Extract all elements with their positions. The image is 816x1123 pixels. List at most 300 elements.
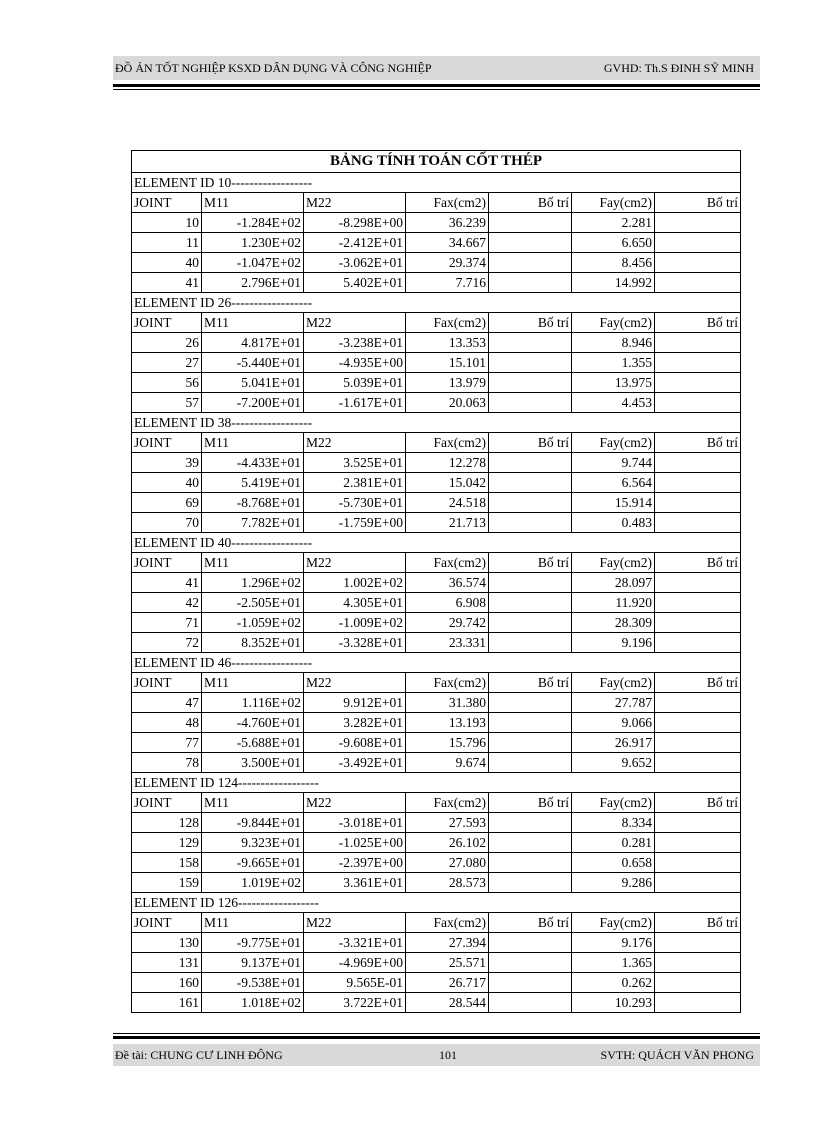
column-header: Fax(cm2) — [406, 913, 489, 933]
table-cell: 28.309 — [572, 613, 655, 633]
table-cell: 3.282E+01 — [304, 713, 406, 733]
table-cell: 1.116E+02 — [202, 693, 304, 713]
table-cell: -7.200E+01 — [202, 393, 304, 413]
table-cell — [489, 813, 572, 833]
table-row — [132, 573, 741, 593]
element-label-row — [132, 773, 741, 793]
table-cell: -8.768E+01 — [202, 493, 304, 513]
table-cell: 48 — [132, 713, 202, 733]
table-cell: 39 — [132, 453, 202, 473]
page-header — [113, 56, 760, 80]
table-cell: 5.402E+01 — [304, 273, 406, 293]
table-cell: -2.397E+00 — [304, 853, 406, 873]
table-cell: -3.062E+01 — [304, 253, 406, 273]
table-cell — [655, 493, 741, 513]
table-cell: 9.176 — [572, 933, 655, 953]
table-cell: 42 — [132, 593, 202, 613]
table-cell: -5.688E+01 — [202, 733, 304, 753]
column-header: M11 — [202, 193, 304, 213]
table-cell — [489, 233, 572, 253]
column-header: Bố trí — [655, 193, 741, 213]
table-row — [132, 513, 741, 533]
table-cell: 6.564 — [572, 473, 655, 493]
table-row — [132, 953, 741, 973]
table-cell: -3.321E+01 — [304, 933, 406, 953]
table-cell: 47 — [132, 693, 202, 713]
table-cell — [655, 753, 741, 773]
column-header: Bố trí — [655, 913, 741, 933]
table-cell — [489, 493, 572, 513]
table-cell: 40 — [132, 473, 202, 493]
element-label: ELEMENT ID 10------------------ — [132, 173, 741, 193]
table-cell: 70 — [132, 513, 202, 533]
table-row — [132, 373, 741, 393]
table-cell: 27.787 — [572, 693, 655, 713]
table-cell — [655, 353, 741, 373]
table-cell: 9.196 — [572, 633, 655, 653]
table-cell — [489, 453, 572, 473]
table-cell: 5.041E+01 — [202, 373, 304, 393]
table-row — [132, 713, 741, 733]
table-cell: -1.025E+00 — [304, 833, 406, 853]
table-cell — [489, 973, 572, 993]
table-cell — [489, 713, 572, 733]
column-header: Fax(cm2) — [406, 673, 489, 693]
column-header: Bố trí — [655, 673, 741, 693]
column-header: Bố trí — [489, 793, 572, 813]
title-row — [132, 151, 741, 173]
table-row — [132, 853, 741, 873]
table-cell: 128 — [132, 813, 202, 833]
table-cell — [489, 273, 572, 293]
table-cell: -3.492E+01 — [304, 753, 406, 773]
table-cell: 160 — [132, 973, 202, 993]
table-cell — [489, 393, 572, 413]
table-cell: -5.440E+01 — [202, 353, 304, 373]
table-cell: 27.080 — [406, 853, 489, 873]
column-header: JOINT — [132, 433, 202, 453]
table-cell — [655, 933, 741, 953]
column-header: M11 — [202, 433, 304, 453]
column-header: M11 — [202, 673, 304, 693]
column-header-row — [132, 433, 741, 453]
table-cell: 28.097 — [572, 573, 655, 593]
table-cell: 10 — [132, 213, 202, 233]
table-cell: 5.419E+01 — [202, 473, 304, 493]
table-cell: 0.483 — [572, 513, 655, 533]
element-label-row — [132, 653, 741, 673]
table-row — [132, 333, 741, 353]
table-cell: 1.002E+02 — [304, 573, 406, 593]
table-cell: -2.505E+01 — [202, 593, 304, 613]
table-cell: 4.453 — [572, 393, 655, 413]
table-cell: 15.796 — [406, 733, 489, 753]
table-cell: 3.525E+01 — [304, 453, 406, 473]
element-label: ELEMENT ID 46------------------ — [132, 653, 741, 673]
table-cell: 36.574 — [406, 573, 489, 593]
table-cell: 1.365 — [572, 953, 655, 973]
column-header-row — [132, 193, 741, 213]
table-row — [132, 593, 741, 613]
element-label: ELEMENT ID 126------------------ — [132, 893, 741, 913]
table-cell — [655, 733, 741, 753]
table-cell: -3.238E+01 — [304, 333, 406, 353]
table-cell: 1.019E+02 — [202, 873, 304, 893]
table-cell — [489, 853, 572, 873]
table-cell: 2.281 — [572, 213, 655, 233]
table-cell: 23.331 — [406, 633, 489, 653]
column-header: Fay(cm2) — [572, 793, 655, 813]
table-cell: 2.796E+01 — [202, 273, 304, 293]
table-cell: 161 — [132, 993, 202, 1013]
table-cell: -4.935E+00 — [304, 353, 406, 373]
column-header: Fay(cm2) — [572, 553, 655, 573]
table-cell: -3.018E+01 — [304, 813, 406, 833]
table-cell: -4.969E+00 — [304, 953, 406, 973]
table-cell: 26.102 — [406, 833, 489, 853]
table-cell: 29.374 — [406, 253, 489, 273]
table-cell: -2.412E+01 — [304, 233, 406, 253]
table-cell: 4.817E+01 — [202, 333, 304, 353]
table-row — [132, 933, 741, 953]
table-cell: 29.742 — [406, 613, 489, 633]
table-cell: 0.281 — [572, 833, 655, 853]
table-cell: 21.713 — [406, 513, 489, 533]
column-header: M11 — [202, 553, 304, 573]
table-title: BẢNG TÍNH TOÁN CỐT THÉP — [132, 151, 741, 173]
table-cell — [489, 953, 572, 973]
table-cell: -1.759E+00 — [304, 513, 406, 533]
table-cell: 5.039E+01 — [304, 373, 406, 393]
column-header: Bố trí — [489, 913, 572, 933]
element-label-row — [132, 893, 741, 913]
table-cell — [655, 373, 741, 393]
table-cell: 3.500E+01 — [202, 753, 304, 773]
table-cell — [489, 513, 572, 533]
column-header: Bố trí — [489, 433, 572, 453]
page-footer — [113, 1044, 760, 1066]
column-header: Fax(cm2) — [406, 553, 489, 573]
table-cell: 9.744 — [572, 453, 655, 473]
column-header: M22 — [304, 313, 406, 333]
table-cell: 36.239 — [406, 213, 489, 233]
table-cell: -8.298E+00 — [304, 213, 406, 233]
table-cell — [489, 253, 572, 273]
table-row — [132, 233, 741, 253]
element-label-row — [132, 533, 741, 553]
table-cell: 41 — [132, 273, 202, 293]
element-label-row — [132, 293, 741, 313]
table-cell: 9.323E+01 — [202, 833, 304, 853]
column-header: Bố trí — [655, 793, 741, 813]
table-cell — [655, 973, 741, 993]
table-cell: -1.059E+02 — [202, 613, 304, 633]
column-header: M11 — [202, 793, 304, 813]
column-header: M22 — [304, 193, 406, 213]
column-header: M22 — [304, 433, 406, 453]
page-number: 101 — [439, 1048, 457, 1062]
header-rule-thick — [113, 84, 760, 87]
table-cell: 40 — [132, 253, 202, 273]
table-row — [132, 693, 741, 713]
table-cell — [489, 593, 572, 613]
table-cell: 26.717 — [406, 973, 489, 993]
table-row — [132, 393, 741, 413]
table-cell: 7.782E+01 — [202, 513, 304, 533]
element-label-row — [132, 173, 741, 193]
table-cell: 9.912E+01 — [304, 693, 406, 713]
column-header: JOINT — [132, 913, 202, 933]
table-row — [132, 273, 741, 293]
table-cell: -1.617E+01 — [304, 393, 406, 413]
table-cell: 7.716 — [406, 273, 489, 293]
table-cell: 28.573 — [406, 873, 489, 893]
table-row — [132, 353, 741, 373]
table-cell — [655, 333, 741, 353]
table-cell — [489, 353, 572, 373]
table-cell — [489, 693, 572, 713]
table-cell: 12.278 — [406, 453, 489, 473]
steel-calc-table — [131, 150, 741, 1013]
table-cell: 11.920 — [572, 593, 655, 613]
table-cell — [655, 693, 741, 713]
column-header: JOINT — [132, 313, 202, 333]
table-cell — [655, 233, 741, 253]
table-cell: -1.009E+02 — [304, 613, 406, 633]
table-cell: 158 — [132, 853, 202, 873]
element-label: ELEMENT ID 124------------------ — [132, 773, 741, 793]
table-cell: 159 — [132, 873, 202, 893]
column-header: M11 — [202, 313, 304, 333]
table-cell: 26 — [132, 333, 202, 353]
table-cell — [655, 253, 741, 273]
table-cell — [655, 953, 741, 973]
table-cell: 20.063 — [406, 393, 489, 413]
column-header: Fay(cm2) — [572, 433, 655, 453]
table-row — [132, 873, 741, 893]
table-cell — [489, 213, 572, 233]
table-cell: 4.305E+01 — [304, 593, 406, 613]
table-cell: 15.914 — [572, 493, 655, 513]
table-cell — [655, 593, 741, 613]
column-header: Fay(cm2) — [572, 673, 655, 693]
table-row — [132, 613, 741, 633]
table-cell — [489, 633, 572, 653]
column-header-row — [132, 553, 741, 573]
table-cell — [655, 573, 741, 593]
column-header: M22 — [304, 793, 406, 813]
column-header-row — [132, 673, 741, 693]
table-cell: 15.101 — [406, 353, 489, 373]
table-cell: 56 — [132, 373, 202, 393]
column-header: Bố trí — [489, 553, 572, 573]
column-header: M22 — [304, 673, 406, 693]
table-cell: 57 — [132, 393, 202, 413]
table-cell: -5.730E+01 — [304, 493, 406, 513]
table-cell: 9.286 — [572, 873, 655, 893]
table-cell: 9.652 — [572, 753, 655, 773]
table-cell: 69 — [132, 493, 202, 513]
table-cell: 9.137E+01 — [202, 953, 304, 973]
table-row — [132, 453, 741, 473]
column-header: M22 — [304, 913, 406, 933]
table-row — [132, 633, 741, 653]
table-cell — [489, 613, 572, 633]
table-cell: 8.946 — [572, 333, 655, 353]
table-cell: 0.658 — [572, 853, 655, 873]
table-cell: 28.544 — [406, 993, 489, 1013]
column-header: JOINT — [132, 793, 202, 813]
table-row — [132, 493, 741, 513]
table-cell: -9.665E+01 — [202, 853, 304, 873]
table-row — [132, 213, 741, 233]
table-cell: 13.979 — [406, 373, 489, 393]
table-cell: 6.908 — [406, 593, 489, 613]
table-cell: 8.352E+01 — [202, 633, 304, 653]
table-cell: -3.328E+01 — [304, 633, 406, 653]
table-cell: 3.722E+01 — [304, 993, 406, 1013]
table-cell: -1.284E+02 — [202, 213, 304, 233]
table-cell: 10.293 — [572, 993, 655, 1013]
table-cell: 130 — [132, 933, 202, 953]
element-label: ELEMENT ID 40------------------ — [132, 533, 741, 553]
table-cell: 27.394 — [406, 933, 489, 953]
column-header: JOINT — [132, 193, 202, 213]
table-cell: -9.538E+01 — [202, 973, 304, 993]
header-right: GVHD: Th.S ĐINH SỸ MINH — [603, 61, 754, 75]
column-header: M11 — [202, 913, 304, 933]
table-cell: -9.608E+01 — [304, 733, 406, 753]
table-cell: 1.018E+02 — [202, 993, 304, 1013]
table-cell: 11 — [132, 233, 202, 253]
table-row — [132, 733, 741, 753]
table-cell — [489, 733, 572, 753]
table-cell — [489, 473, 572, 493]
table-cell: 3.361E+01 — [304, 873, 406, 893]
table-row — [132, 833, 741, 853]
table-cell: -4.760E+01 — [202, 713, 304, 733]
table-cell: 8.334 — [572, 813, 655, 833]
table-cell: 0.262 — [572, 973, 655, 993]
table-cell: 1.230E+02 — [202, 233, 304, 253]
column-header: Bố trí — [489, 313, 572, 333]
table-cell: 26.917 — [572, 733, 655, 753]
column-header: Bố trí — [655, 553, 741, 573]
table-cell: 13.975 — [572, 373, 655, 393]
table-cell — [655, 513, 741, 533]
table-cell — [655, 993, 741, 1013]
table-cell: 27.593 — [406, 813, 489, 833]
table-cell: 13.353 — [406, 333, 489, 353]
table-cell — [655, 813, 741, 833]
table-cell — [489, 753, 572, 773]
table-cell: 41 — [132, 573, 202, 593]
footer-right: SVTH: QUÁCH VĂN PHONG — [600, 1048, 754, 1062]
table-cell: 8.456 — [572, 253, 655, 273]
footer-rule-thick — [113, 1036, 760, 1039]
table-cell — [655, 873, 741, 893]
table-cell: 14.992 — [572, 273, 655, 293]
table-cell: 25.571 — [406, 953, 489, 973]
table-cell — [655, 213, 741, 233]
table-cell: 78 — [132, 753, 202, 773]
table-cell — [655, 853, 741, 873]
table-cell: -4.433E+01 — [202, 453, 304, 473]
table-cell — [489, 833, 572, 853]
table-cell: 77 — [132, 733, 202, 753]
table-cell: 24.518 — [406, 493, 489, 513]
table-cell — [489, 573, 572, 593]
table-row — [132, 813, 741, 833]
column-header: Bố trí — [655, 313, 741, 333]
table-row — [132, 753, 741, 773]
column-header: Bố trí — [489, 193, 572, 213]
column-header: Bố trí — [655, 433, 741, 453]
table-cell: 1.355 — [572, 353, 655, 373]
column-header: Fay(cm2) — [572, 193, 655, 213]
table-cell — [655, 633, 741, 653]
table-cell: 2.381E+01 — [304, 473, 406, 493]
column-header: M22 — [304, 553, 406, 573]
table-cell: 6.650 — [572, 233, 655, 253]
table-cell — [655, 453, 741, 473]
table-cell: 71 — [132, 613, 202, 633]
column-header: JOINT — [132, 553, 202, 573]
table-cell — [489, 933, 572, 953]
element-label-row — [132, 413, 741, 433]
table-cell — [655, 273, 741, 293]
table-cell — [655, 713, 741, 733]
table-row — [132, 253, 741, 273]
element-label: ELEMENT ID 38------------------ — [132, 413, 741, 433]
table-cell: -1.047E+02 — [202, 253, 304, 273]
table-cell — [655, 393, 741, 413]
column-header: JOINT — [132, 673, 202, 693]
table-cell — [489, 373, 572, 393]
table-cell: -9.775E+01 — [202, 933, 304, 953]
header-rule-thin — [113, 89, 760, 90]
table-cell: 131 — [132, 953, 202, 973]
table-cell: 34.667 — [406, 233, 489, 253]
table-cell — [655, 613, 741, 633]
column-header-row — [132, 313, 741, 333]
table-cell: 27 — [132, 353, 202, 373]
table-row — [132, 993, 741, 1013]
table-cell — [489, 873, 572, 893]
column-header: Fay(cm2) — [572, 313, 655, 333]
column-header: Fax(cm2) — [406, 793, 489, 813]
table-cell: 9.066 — [572, 713, 655, 733]
header-left: ĐỒ ÁN TỐT NGHIỆP KSXD DÂN DỤNG VÀ CÔNG NGHIỆP — [115, 61, 432, 75]
column-header: Fax(cm2) — [406, 193, 489, 213]
column-header: Bố trí — [489, 673, 572, 693]
column-header-row — [132, 913, 741, 933]
table-cell: 15.042 — [406, 473, 489, 493]
table-row — [132, 973, 741, 993]
column-header-row — [132, 793, 741, 813]
table-cell — [655, 833, 741, 853]
table-cell: 31.380 — [406, 693, 489, 713]
column-header: Fay(cm2) — [572, 913, 655, 933]
table-cell: 9.565E-01 — [304, 973, 406, 993]
table-cell: 72 — [132, 633, 202, 653]
column-header: Fax(cm2) — [406, 433, 489, 453]
table-cell — [655, 473, 741, 493]
element-label: ELEMENT ID 26------------------ — [132, 293, 741, 313]
footer-rule-thin — [113, 1033, 760, 1034]
table-cell — [489, 333, 572, 353]
table-cell: 1.296E+02 — [202, 573, 304, 593]
